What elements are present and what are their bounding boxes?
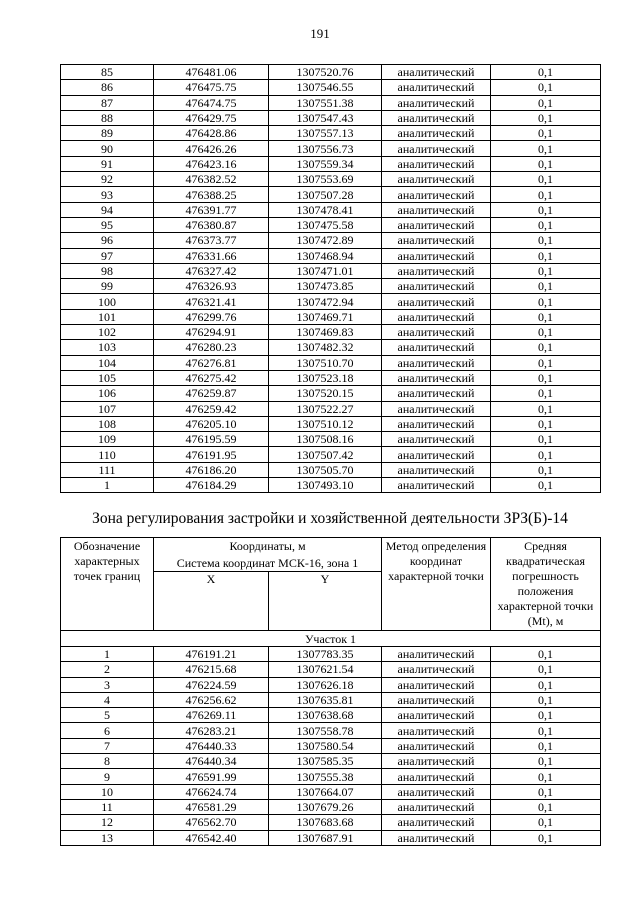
method-cell: аналитический — [382, 723, 491, 738]
error-cell: 0,1 — [491, 416, 601, 431]
method-cell: аналитический — [382, 355, 491, 370]
error-cell: 0,1 — [491, 141, 601, 156]
x-coordinate-cell: 476591.99 — [154, 769, 269, 784]
point-number-cell: 4 — [61, 692, 154, 707]
error-cell: 0,1 — [491, 647, 601, 662]
y-coordinate-cell: 1307626.18 — [269, 677, 382, 692]
y-coordinate-cell: 1307638.68 — [269, 708, 382, 723]
method-cell: аналитический — [382, 248, 491, 263]
point-number-cell: 10 — [61, 784, 154, 799]
error-cell: 0,1 — [491, 340, 601, 355]
y-coordinate-cell: 1307683.68 — [269, 815, 382, 830]
y-coordinate-cell: 1307580.54 — [269, 738, 382, 753]
header-point-designation: Обозначение характерных точек границ — [61, 538, 154, 631]
point-number-cell: 102 — [61, 325, 154, 340]
point-number-cell: 98 — [61, 263, 154, 278]
table-row — [61, 447, 601, 462]
coordinates-table-zrz — [60, 537, 601, 846]
method-cell: аналитический — [382, 677, 491, 692]
y-coordinate-cell: 1307507.42 — [269, 447, 382, 462]
method-cell: аналитический — [382, 815, 491, 830]
point-number-cell: 3 — [61, 677, 154, 692]
method-cell: аналитический — [382, 263, 491, 278]
point-number-cell: 110 — [61, 447, 154, 462]
y-coordinate-cell: 1307687.91 — [269, 830, 382, 845]
x-coordinate-cell: 476191.21 — [154, 647, 269, 662]
y-coordinate-cell: 1307510.12 — [269, 416, 382, 431]
header-x: X — [154, 572, 269, 631]
x-coordinate-cell: 476259.42 — [154, 401, 269, 416]
method-cell: аналитический — [382, 708, 491, 723]
x-coordinate-cell: 476423.16 — [154, 156, 269, 171]
point-number-cell: 5 — [61, 708, 154, 723]
error-cell: 0,1 — [491, 217, 601, 232]
error-cell: 0,1 — [491, 662, 601, 677]
point-number-cell: 105 — [61, 370, 154, 385]
point-number-cell: 104 — [61, 355, 154, 370]
x-coordinate-cell: 476280.23 — [154, 340, 269, 355]
error-cell: 0,1 — [491, 478, 601, 493]
y-coordinate-cell: 1307783.35 — [269, 647, 382, 662]
y-coordinate-cell: 1307469.83 — [269, 325, 382, 340]
y-coordinate-cell: 1307523.18 — [269, 370, 382, 385]
x-coordinate-cell: 476475.75 — [154, 80, 269, 95]
y-coordinate-cell: 1307520.76 — [269, 65, 382, 80]
method-cell: аналитический — [382, 692, 491, 707]
y-coordinate-cell: 1307478.41 — [269, 202, 382, 217]
method-cell: аналитический — [382, 202, 491, 217]
error-cell: 0,1 — [491, 202, 601, 217]
method-cell: аналитический — [382, 784, 491, 799]
method-cell: аналитический — [382, 80, 491, 95]
x-coordinate-cell: 476542.40 — [154, 830, 269, 845]
point-number-cell: 99 — [61, 279, 154, 294]
header-y: Y — [269, 572, 382, 631]
table-row — [61, 340, 601, 355]
point-number-cell: 92 — [61, 172, 154, 187]
point-number-cell: 1 — [61, 647, 154, 662]
point-number-cell: 108 — [61, 416, 154, 431]
x-coordinate-cell: 476269.11 — [154, 708, 269, 723]
method-cell: аналитический — [382, 769, 491, 784]
error-cell: 0,1 — [491, 723, 601, 738]
point-number-cell: 7 — [61, 738, 154, 753]
x-coordinate-cell: 476184.29 — [154, 478, 269, 493]
method-cell: аналитический — [382, 754, 491, 769]
x-coordinate-cell: 476440.34 — [154, 754, 269, 769]
error-cell: 0,1 — [491, 677, 601, 692]
table-row — [61, 110, 601, 125]
method-cell: аналитический — [382, 141, 491, 156]
y-coordinate-cell: 1307553.69 — [269, 172, 382, 187]
error-cell: 0,1 — [491, 355, 601, 370]
table-row — [61, 432, 601, 447]
x-coordinate-cell: 476321.41 — [154, 294, 269, 309]
point-number-cell: 90 — [61, 141, 154, 156]
point-number-cell: 9 — [61, 769, 154, 784]
error-cell: 0,1 — [491, 462, 601, 477]
table-row — [61, 325, 601, 340]
x-coordinate-cell: 476205.10 — [154, 416, 269, 431]
x-coordinate-cell: 476275.42 — [154, 370, 269, 385]
error-cell: 0,1 — [491, 370, 601, 385]
point-number-cell: 11 — [61, 799, 154, 814]
point-number-cell: 100 — [61, 294, 154, 309]
table-row — [61, 647, 601, 662]
section-title: Зона регулирования застройки и хозяйственной деятельности ЗРЗ(Б)-14 — [92, 510, 568, 527]
y-coordinate-cell: 1307520.15 — [269, 386, 382, 401]
point-number-cell: 94 — [61, 202, 154, 217]
table-row — [61, 401, 601, 416]
y-coordinate-cell: 1307635.81 — [269, 692, 382, 707]
method-cell: аналитический — [382, 187, 491, 202]
error-cell: 0,1 — [491, 386, 601, 401]
error-cell: 0,1 — [491, 294, 601, 309]
point-number-cell: 88 — [61, 110, 154, 125]
header-mean-error: Средняя квадратическая погрешность положения характерной точки (Mt), м — [491, 538, 601, 631]
point-number-cell: 87 — [61, 95, 154, 110]
x-coordinate-cell: 476195.59 — [154, 432, 269, 447]
x-coordinate-cell: 476259.87 — [154, 386, 269, 401]
point-number-cell: 101 — [61, 309, 154, 324]
x-coordinate-cell: 476429.75 — [154, 110, 269, 125]
error-cell: 0,1 — [491, 738, 601, 753]
error-cell: 0,1 — [491, 754, 601, 769]
method-cell: аналитический — [382, 462, 491, 477]
table-row — [61, 769, 601, 784]
method-cell: аналитический — [382, 294, 491, 309]
method-cell: аналитический — [382, 447, 491, 462]
point-number-cell: 109 — [61, 432, 154, 447]
error-cell: 0,1 — [491, 126, 601, 141]
y-coordinate-cell: 1307546.55 — [269, 80, 382, 95]
section-label: Участок 1 — [61, 631, 601, 647]
y-coordinate-cell: 1307621.54 — [269, 662, 382, 677]
method-cell: аналитический — [382, 217, 491, 232]
method-cell: аналитический — [382, 156, 491, 171]
method-cell: аналитический — [382, 95, 491, 110]
table-row — [61, 65, 601, 80]
error-cell: 0,1 — [491, 784, 601, 799]
table-row — [61, 815, 601, 830]
table-row — [61, 279, 601, 294]
table-row — [61, 830, 601, 845]
point-number-cell: 8 — [61, 754, 154, 769]
error-cell: 0,1 — [491, 799, 601, 814]
x-coordinate-cell: 476191.95 — [154, 447, 269, 462]
method-cell: аналитический — [382, 386, 491, 401]
table-body — [61, 65, 601, 493]
method-cell: аналитический — [382, 432, 491, 447]
error-cell: 0,1 — [491, 172, 601, 187]
error-cell: 0,1 — [491, 432, 601, 447]
x-coordinate-cell: 476326.93 — [154, 279, 269, 294]
table-row — [61, 187, 601, 202]
y-coordinate-cell: 1307468.94 — [269, 248, 382, 263]
method-cell: аналитический — [382, 279, 491, 294]
table-row — [61, 708, 601, 723]
section-row — [61, 631, 601, 647]
method-cell: аналитический — [382, 738, 491, 753]
method-cell: аналитический — [382, 830, 491, 845]
y-coordinate-cell: 1307551.38 — [269, 95, 382, 110]
table-row — [61, 462, 601, 477]
error-cell: 0,1 — [491, 447, 601, 462]
x-coordinate-cell: 476327.42 — [154, 263, 269, 278]
x-coordinate-cell: 476373.77 — [154, 233, 269, 248]
table-row — [61, 662, 601, 677]
point-number-cell: 93 — [61, 187, 154, 202]
x-coordinate-cell: 476388.25 — [154, 187, 269, 202]
x-coordinate-cell: 476624.74 — [154, 784, 269, 799]
error-cell: 0,1 — [491, 815, 601, 830]
y-coordinate-cell: 1307559.34 — [269, 156, 382, 171]
table-row — [61, 126, 601, 141]
method-cell: аналитический — [382, 233, 491, 248]
x-coordinate-cell: 476276.81 — [154, 355, 269, 370]
header-coordinates-label: Координаты, м — [229, 539, 306, 553]
y-coordinate-cell: 1307555.38 — [269, 769, 382, 784]
table-row — [61, 172, 601, 187]
error-cell: 0,1 — [491, 65, 601, 80]
error-cell: 0,1 — [491, 187, 601, 202]
y-coordinate-cell: 1307664.07 — [269, 784, 382, 799]
method-cell: аналитический — [382, 309, 491, 324]
y-coordinate-cell: 1307493.10 — [269, 478, 382, 493]
method-cell: аналитический — [382, 126, 491, 141]
x-coordinate-cell: 476474.75 — [154, 95, 269, 110]
error-cell: 0,1 — [491, 80, 601, 95]
error-cell: 0,1 — [491, 233, 601, 248]
point-number-cell: 86 — [61, 80, 154, 95]
method-cell: аналитический — [382, 416, 491, 431]
point-number-cell: 6 — [61, 723, 154, 738]
method-cell: аналитический — [382, 662, 491, 677]
table-row — [61, 370, 601, 385]
header-coordinate-system: Система координат МСК-16, зона 1 — [176, 556, 359, 570]
table-row — [61, 692, 601, 707]
x-coordinate-cell: 476440.33 — [154, 738, 269, 753]
table-header-row — [61, 538, 601, 572]
y-coordinate-cell: 1307473.85 — [269, 279, 382, 294]
y-coordinate-cell: 1307557.13 — [269, 126, 382, 141]
error-cell: 0,1 — [491, 279, 601, 294]
table-row — [61, 309, 601, 324]
x-coordinate-cell: 476294.91 — [154, 325, 269, 340]
x-coordinate-cell: 476426.26 — [154, 141, 269, 156]
y-coordinate-cell: 1307472.94 — [269, 294, 382, 309]
x-coordinate-cell: 476299.76 — [154, 309, 269, 324]
method-cell: аналитический — [382, 647, 491, 662]
error-cell: 0,1 — [491, 248, 601, 263]
y-coordinate-cell: 1307469.71 — [269, 309, 382, 324]
point-number-cell: 1 — [61, 478, 154, 493]
y-coordinate-cell: 1307475.58 — [269, 217, 382, 232]
error-cell: 0,1 — [491, 830, 601, 845]
table-row — [61, 141, 601, 156]
error-cell: 0,1 — [491, 708, 601, 723]
y-coordinate-cell: 1307482.32 — [269, 340, 382, 355]
table-row — [61, 80, 601, 95]
header-coordinates — [154, 538, 382, 572]
table-row — [61, 723, 601, 738]
method-cell: аналитический — [382, 110, 491, 125]
x-coordinate-cell: 476581.29 — [154, 799, 269, 814]
method-cell: аналитический — [382, 340, 491, 355]
table-body — [61, 538, 601, 846]
method-cell: аналитический — [382, 370, 491, 385]
table-row — [61, 784, 601, 799]
error-cell: 0,1 — [491, 401, 601, 416]
x-coordinate-cell: 476481.06 — [154, 65, 269, 80]
y-coordinate-cell: 1307510.70 — [269, 355, 382, 370]
point-number-cell: 85 — [61, 65, 154, 80]
point-number-cell: 103 — [61, 340, 154, 355]
point-number-cell: 91 — [61, 156, 154, 171]
error-cell: 0,1 — [491, 325, 601, 340]
x-coordinate-cell: 476186.20 — [154, 462, 269, 477]
x-coordinate-cell: 476256.62 — [154, 692, 269, 707]
y-coordinate-cell: 1307679.26 — [269, 799, 382, 814]
y-coordinate-cell: 1307522.27 — [269, 401, 382, 416]
x-coordinate-cell: 476428.86 — [154, 126, 269, 141]
table-row — [61, 799, 601, 814]
point-number-cell: 89 — [61, 126, 154, 141]
error-cell: 0,1 — [491, 156, 601, 171]
point-number-cell: 12 — [61, 815, 154, 830]
table-row — [61, 677, 601, 692]
point-number-cell: 95 — [61, 217, 154, 232]
point-number-cell: 106 — [61, 386, 154, 401]
table-row — [61, 156, 601, 171]
table-row — [61, 355, 601, 370]
table-row — [61, 233, 601, 248]
y-coordinate-cell: 1307547.43 — [269, 110, 382, 125]
page-number: 191 — [310, 26, 330, 41]
table-row — [61, 248, 601, 263]
table-row — [61, 263, 601, 278]
table-row — [61, 294, 601, 309]
point-number-cell: 13 — [61, 830, 154, 845]
x-coordinate-cell: 476382.52 — [154, 172, 269, 187]
error-cell: 0,1 — [491, 309, 601, 324]
error-cell: 0,1 — [491, 110, 601, 125]
x-coordinate-cell: 476224.59 — [154, 677, 269, 692]
y-coordinate-cell: 1307558.78 — [269, 723, 382, 738]
point-number-cell: 111 — [61, 462, 154, 477]
error-cell: 0,1 — [491, 692, 601, 707]
point-number-cell: 96 — [61, 233, 154, 248]
method-cell: аналитический — [382, 799, 491, 814]
y-coordinate-cell: 1307508.16 — [269, 432, 382, 447]
method-cell: аналитический — [382, 172, 491, 187]
header-method: Метод определения координат характерной точки — [382, 538, 491, 631]
x-coordinate-cell: 476331.66 — [154, 248, 269, 263]
y-coordinate-cell: 1307471.01 — [269, 263, 382, 278]
y-coordinate-cell: 1307472.89 — [269, 233, 382, 248]
y-coordinate-cell: 1307556.73 — [269, 141, 382, 156]
method-cell: аналитический — [382, 325, 491, 340]
table-row — [61, 416, 601, 431]
point-number-cell: 2 — [61, 662, 154, 677]
table-row — [61, 217, 601, 232]
error-cell: 0,1 — [491, 95, 601, 110]
method-cell: аналитический — [382, 478, 491, 493]
x-coordinate-cell: 476215.68 — [154, 662, 269, 677]
method-cell: аналитический — [382, 401, 491, 416]
coordinates-table-continued — [60, 64, 601, 493]
table-row — [61, 754, 601, 769]
method-cell: аналитический — [382, 65, 491, 80]
table-row — [61, 202, 601, 217]
y-coordinate-cell: 1307505.70 — [269, 462, 382, 477]
table-row — [61, 386, 601, 401]
table-row — [61, 478, 601, 493]
x-coordinate-cell: 476380.87 — [154, 217, 269, 232]
y-coordinate-cell: 1307507.28 — [269, 187, 382, 202]
error-cell: 0,1 — [491, 769, 601, 784]
point-number-cell: 107 — [61, 401, 154, 416]
point-number-cell: 97 — [61, 248, 154, 263]
x-coordinate-cell: 476391.77 — [154, 202, 269, 217]
table-row — [61, 95, 601, 110]
y-coordinate-cell: 1307585.35 — [269, 754, 382, 769]
table-row — [61, 738, 601, 753]
x-coordinate-cell: 476562.70 — [154, 815, 269, 830]
error-cell: 0,1 — [491, 263, 601, 278]
x-coordinate-cell: 476283.21 — [154, 723, 269, 738]
